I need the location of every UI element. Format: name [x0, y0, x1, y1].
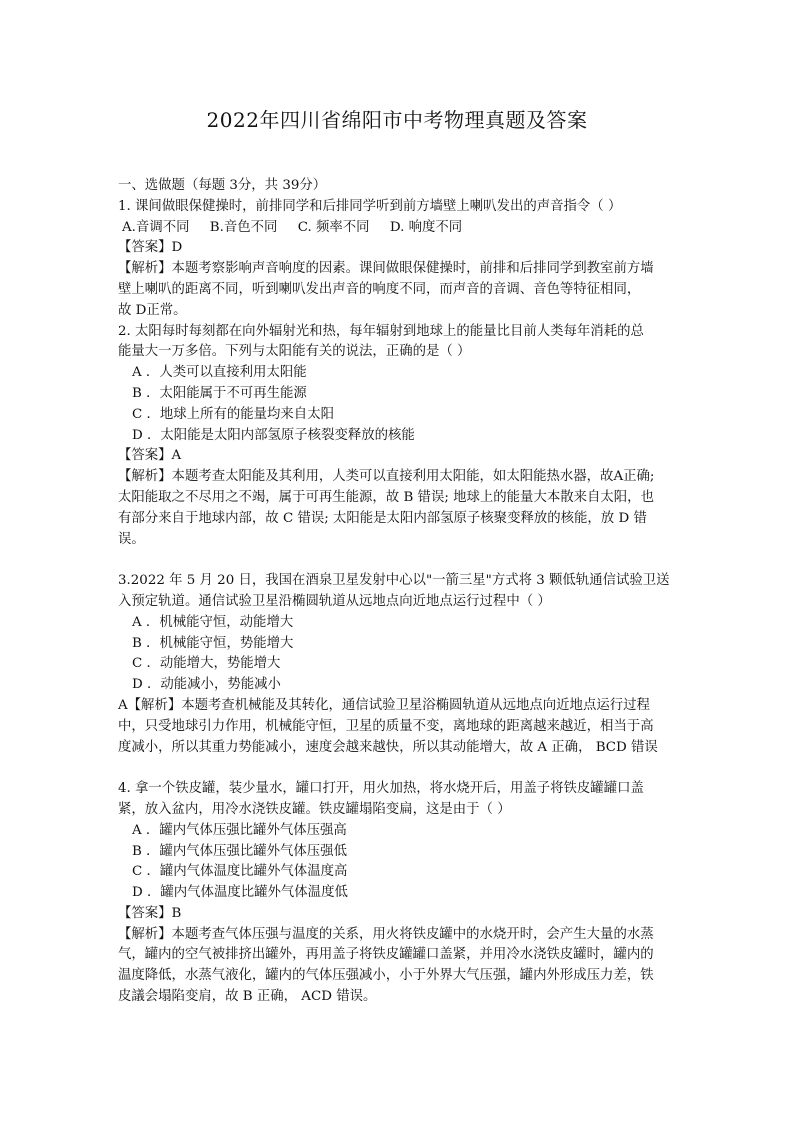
question-2-answer: 【答案】A — [118, 448, 182, 464]
question-3-stem: 3.2022 年 5 月 20 日，我国在酒泉卫星发射中心以"一箭三星"方式将 3 颗低轨通信试验卫送 — [118, 573, 670, 589]
document-body — [118, 176, 694, 1008]
question-1-analysis-line: 壁上喇叭的距离不同，听到喇叭发出声音的响度不同，而声音的音调、音色等特征相同， — [118, 281, 641, 297]
question-2-option-b: B ．太阳能属于不可再生能源 — [132, 385, 307, 401]
question-3-analysis-line: A【解析】本题考查机械能及其转化，通信试验卫星浴椭圆轨道从远地点向近地点运行过程 — [118, 697, 650, 713]
question-2-option-c: C ．地球上所有的能量均来自太阳 — [132, 406, 334, 422]
question-1-analysis-line: 【解析】本题考察影响声音响度的因素。课间做眼保健操时，前排和后排同学到教室前方墙 — [118, 261, 654, 277]
question-3-option-b: B ．机械能守恒，势能增大 — [132, 635, 294, 651]
question-2-stem: 能量大一万多倍。下列与太阳能有关的说法，正确的是（ ） — [118, 344, 471, 360]
question-3-analysis-line: 中，只受地球引力作用，机械能守恒，卫星的质量不变，离地球的距离越来越近，相当于高 — [118, 718, 654, 734]
section-heading: 一、选做题（每题 3分，共 39分） — [118, 178, 327, 193]
question-4-option-a: A ．罐内气体压强比罐外气体压强高 — [132, 822, 347, 838]
question-1-options — [118, 218, 694, 239]
question-1-analysis-line: 故 D正常。 — [118, 302, 187, 318]
question-2-analysis-line: 太阳能取之不尽用之不竭，属于可再生能源，故 B 错误; 地球上的能量大本散来自太阳，也 — [118, 489, 654, 505]
question-3-option-d: D ．动能减小，势能减小 — [132, 677, 281, 693]
question-4-analysis-line: 【解析】本题考查气体压强与温度的关系，用火将铁皮罐中的水烧开时，会产生大量的水蒸 — [118, 926, 654, 942]
question-4-option-c: C ．罐内气体温度比罐外气体温度高 — [132, 864, 348, 880]
question-4-analysis-line: 气，罐内的空气被排挤出罐外，再用盖子将铁皮罐罐口盖紧，并用冷水浇铁皮罐时，罐内的 — [118, 947, 654, 963]
spacer — [118, 758, 694, 779]
question-3-option-c: C ．动能增大，势能增大 — [132, 656, 281, 672]
question-3-stem: 入预定轨道。通信试验卫星沿椭圆轨道从远地点向近地点运行过程中（ ） — [118, 593, 551, 609]
question-4-answer: 【答案】B — [118, 905, 182, 921]
question-2-analysis-line: 误。 — [118, 531, 145, 547]
question-4-stem: 4. 拿一个铁皮罐，装少量水，罐口打开，用火加热，将水烧开后，用盖子将铁皮罐罐口盖 — [118, 781, 644, 797]
question-4-option-d: D ．罐内气体温度比罐外气体温度低 — [132, 885, 348, 901]
page-title: 2022年四川省绵阳市中考物理真题及答案 — [206, 108, 588, 132]
question-1-answer: 【答案】D — [118, 240, 183, 256]
question-1-option-c: C. 频率不同 — [297, 219, 370, 235]
question-2-option-d: D ．太阳能是太阳内部氢原子核裂变释放的核能 — [132, 427, 415, 443]
question-4-analysis-line: 温度降低，水蒸气液化，罐内的气体压强减小，小于外界大气压强，罐内外形成压力差，铁 — [118, 968, 654, 984]
question-1-stem: 1. 课间做眼保健操时，前排同学和后排同学听到前方墙壁上喇叭发出的声音指令（ ） — [118, 198, 622, 214]
question-4-option-b: B ．罐内气体压强比罐外气体压强低 — [132, 843, 347, 859]
question-2-analysis-line: 有部分来自于地球内部，故 C 错误; 太阳能是太阳内部氢原子核聚变释放的核能，放 D 错 — [118, 510, 647, 526]
question-1-option-a: A.音调不同 — [122, 219, 190, 235]
spacer — [118, 550, 694, 571]
question-1-option-b: B.音色不同 — [209, 219, 278, 235]
question-3-option-a: A ．机械能守恒，动能增大 — [132, 614, 294, 630]
question-2-option-a: A ．人类可以直接利用太阳能 — [132, 365, 307, 381]
question-2-stem: 2. 太阳每时每刻都在向外辐射光和热，每年辐射到地球上的能量比目前人类每年消耗的总 — [118, 323, 644, 339]
question-3-analysis-line: 度减小，所以其重力势能减小，速度会越来越快，所以其动能增大，故 A 正确， BCD 错误 — [118, 739, 658, 755]
question-2-analysis-line: 【解析】本题考查太阳能及其利用，人类可以直接利用太阳能，如太阳能热水器，故A正确; — [118, 469, 655, 485]
question-1-option-d: D. 响度不同 — [389, 219, 463, 235]
question-4-stem: 紧，放入盆内，用冷水浇铁皮罐。铁皮罐塌陷变扁，这是由于（ ） — [118, 801, 511, 817]
question-4-analysis-line: 皮議会塌陷变肩，故 B 正确， ACD 错误。 — [118, 989, 377, 1005]
